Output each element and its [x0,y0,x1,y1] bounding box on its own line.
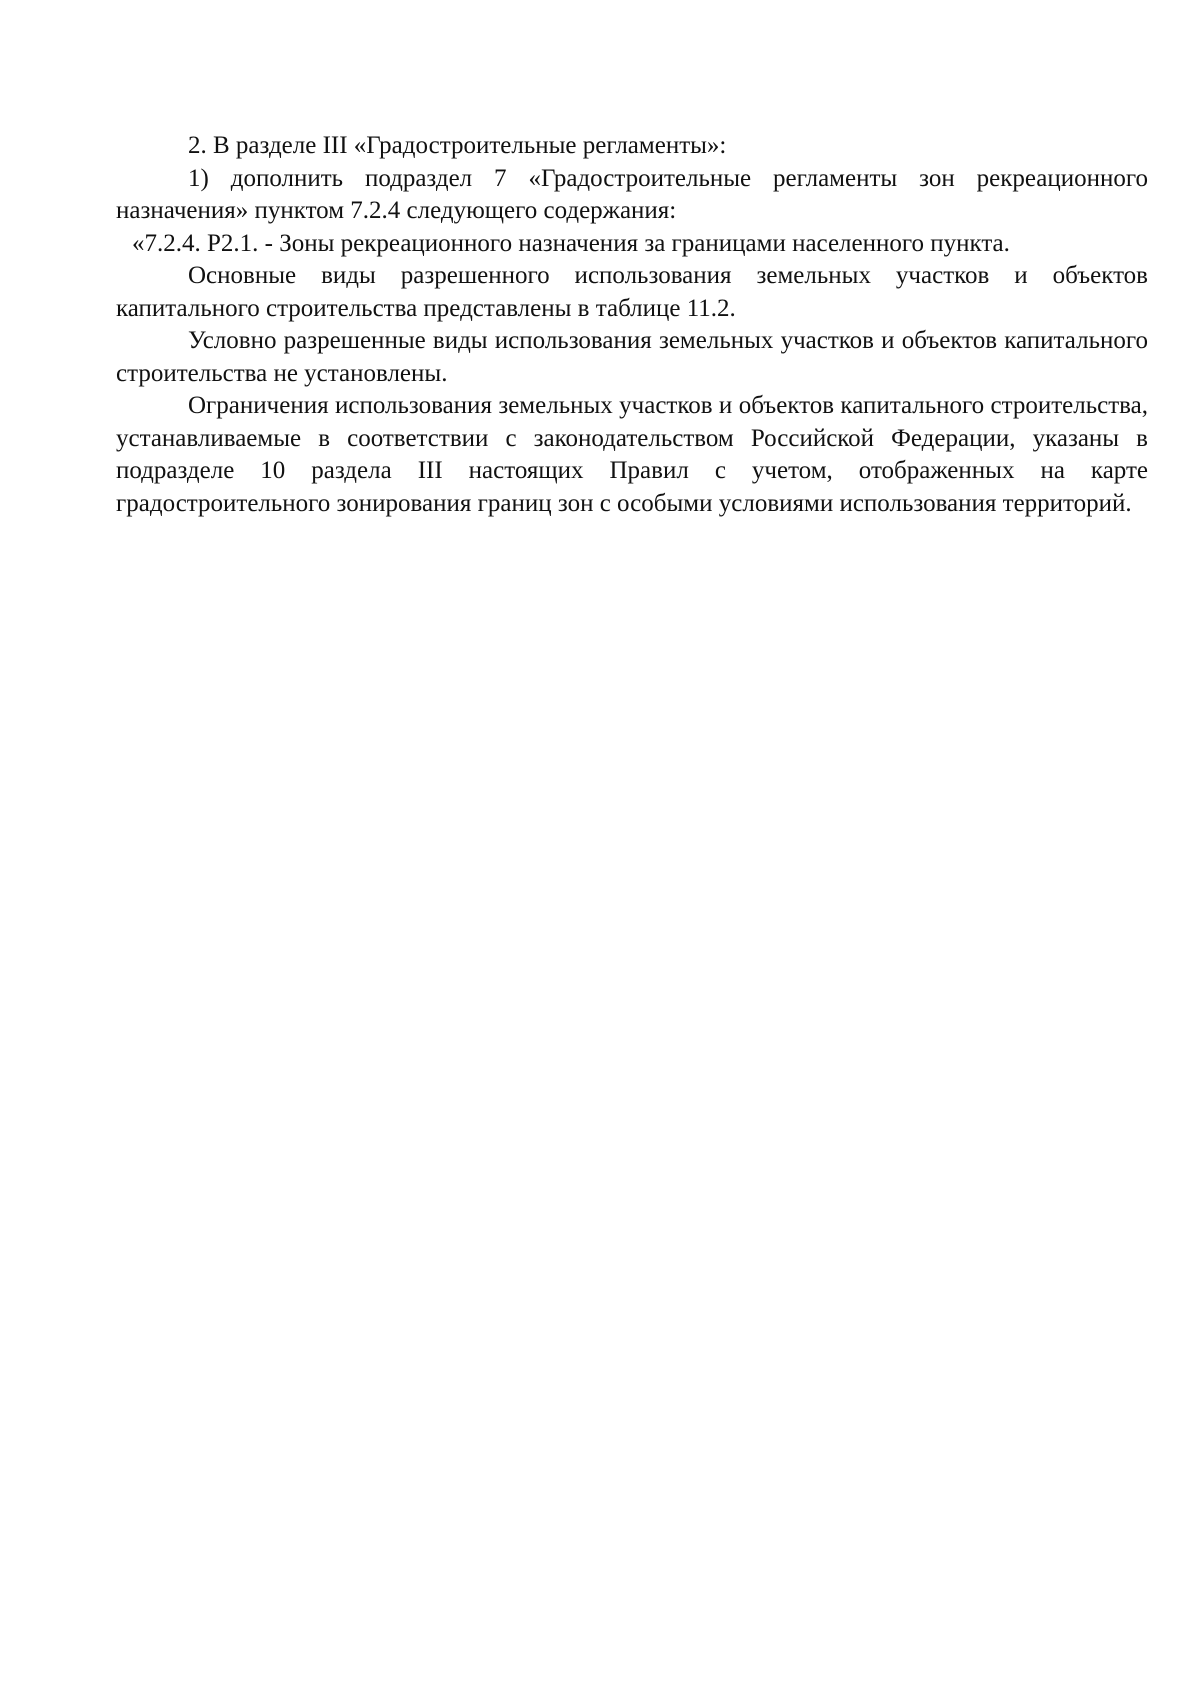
document-body [116,130,1148,520]
paragraph-conditional-uses: Условно разрешенные виды использования земельных участков и объектов капитального строительства не установлены. [116,327,1148,387]
paragraph-amendment-intro: 1) дополнить подраздел 7 «Градостроительные регламенты зон рекреационного назначения» пунктом 7.2.4 следующего содержания: [116,164,1148,224]
paragraph-main-uses: Основные виды разрешенного использования земельных участков и объектов капитального строительства представлены в таблице 11.2. [116,262,1148,322]
paragraph-zone-title: «7.2.4. Р2.1. - Зоны рекреационного назначения за границами населенного пункта. [132,229,1010,257]
paragraph-restrictions: Ограничения использования земельных участков и объектов капитального строительства, устанавливаемые в соответствии с законодательством Российской Федерации, указаны в подразделе 10 раздела III настоящих Правил с учетом, отображенных на карте градостроительного зонирования границ зон с особыми условиями использования территорий. [116,392,1148,517]
paragraph-section-heading: 2. В разделе III «Градостроительные регламенты»: [188,132,727,159]
